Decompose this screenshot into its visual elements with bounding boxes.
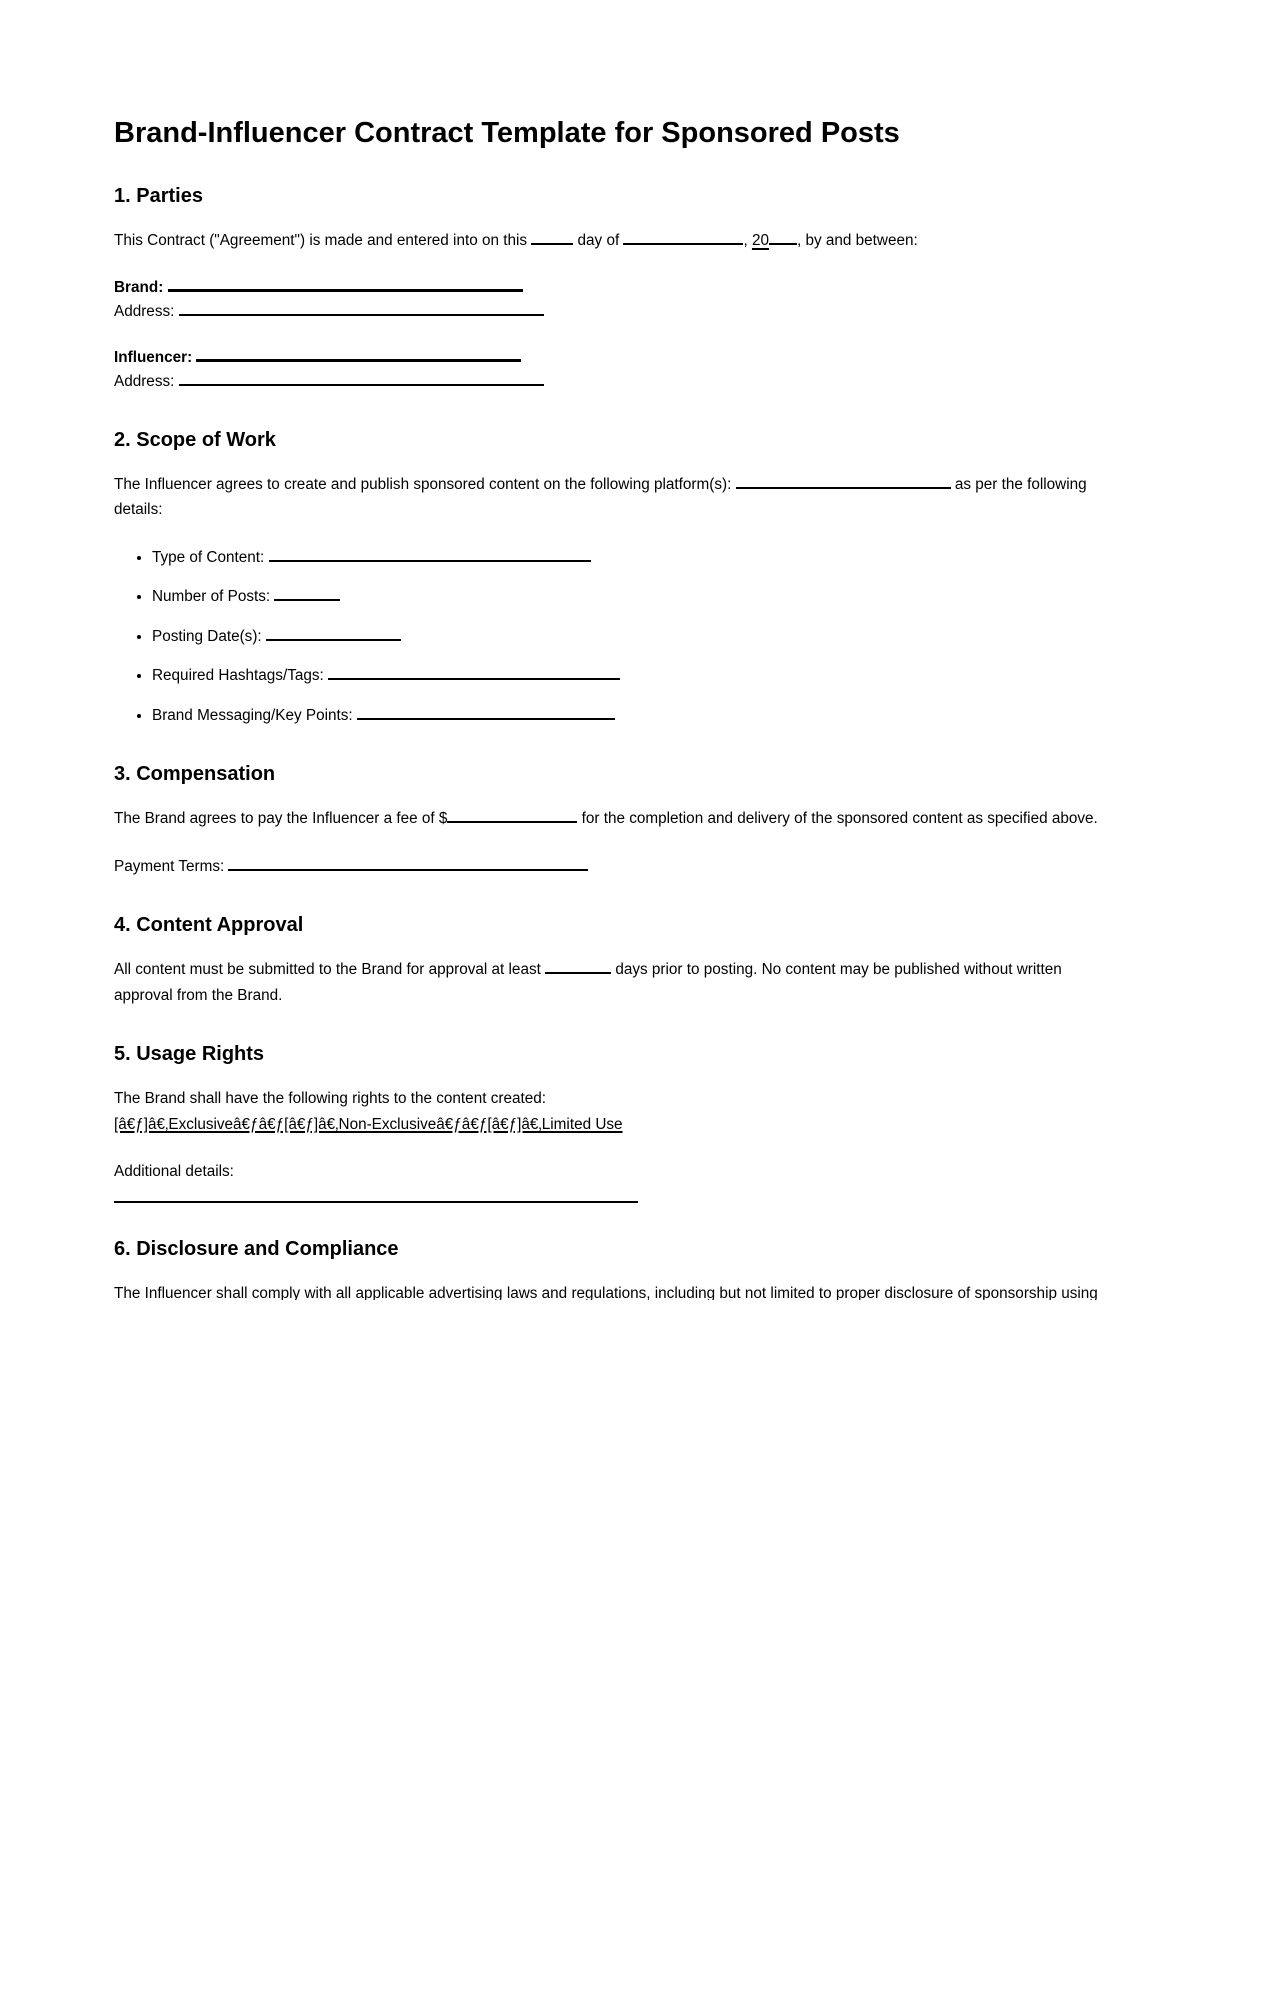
blank-number-of-posts xyxy=(274,586,340,601)
blank-payment-terms xyxy=(228,856,588,871)
list-item-number-of-posts xyxy=(152,584,1163,610)
blank-type-of-content xyxy=(269,547,591,562)
blank-year xyxy=(769,230,797,245)
brand-block xyxy=(114,276,1163,324)
list-item-brand-messaging xyxy=(152,703,1163,729)
parties-intro-paragraph xyxy=(114,228,1163,254)
blank-brand-address xyxy=(179,301,544,316)
blank-brand-messaging xyxy=(357,705,615,720)
additional-details-label: Additional details: xyxy=(114,1163,234,1181)
blank-required-hashtags xyxy=(328,665,620,680)
blank-influencer-address xyxy=(179,371,544,386)
scope-intro-line2: details: xyxy=(114,501,163,519)
list-item-label: Number of Posts: xyxy=(152,588,271,606)
payment-terms-label: Payment Terms: xyxy=(114,857,225,875)
section-heading-compensation: 3. Compensation xyxy=(114,763,276,786)
scope-intro-pre: The Influencer agrees to create and publish sponsored content on the following platform(s): xyxy=(114,475,732,493)
additional-details-paragraph xyxy=(114,1159,1163,1185)
parties-comma: , xyxy=(743,232,748,250)
usage-intro: The Brand shall have the following rights to the content created: xyxy=(114,1090,546,1108)
influencer-block xyxy=(114,346,1163,394)
parties-intro-pre: This Contract ("Agreement") is made and entered into on this xyxy=(114,232,528,250)
list-item-label: Type of Content: xyxy=(152,548,265,566)
approval-line1-pre: All content must be submitted to the Brand for approval at least xyxy=(114,961,541,979)
fee-pre: The Brand agrees to pay the Influencer a fee of $ xyxy=(114,810,448,828)
blank-approval-days xyxy=(545,959,611,974)
approval-line2: approval from the Brand. xyxy=(114,986,283,1004)
blank-month xyxy=(623,230,743,245)
scope-details-list xyxy=(114,545,1163,729)
scope-intro-paragraph xyxy=(114,472,1163,523)
section-heading-usage-rights: 5. Usage Rights xyxy=(114,1043,265,1066)
blank-fee-amount xyxy=(447,808,577,823)
approval-line1-post: days prior to posting. No content may be published without written xyxy=(615,961,1062,979)
blank-additional-details xyxy=(114,1201,638,1203)
brand-address-label: Address: xyxy=(114,302,175,320)
brand-label: Brand: xyxy=(114,278,164,296)
section-heading-parties: 1. Parties xyxy=(114,185,203,208)
list-item-type-of-content xyxy=(152,545,1163,571)
parties-day-of: day of xyxy=(577,232,620,250)
blank-platforms xyxy=(736,474,951,489)
parties-intro-post: , by and between: xyxy=(796,232,918,250)
year-prefix: 20 xyxy=(751,232,769,250)
usage-paragraph xyxy=(114,1086,1163,1137)
blank-influencer-name xyxy=(196,346,521,362)
list-item-label: Posting Date(s): xyxy=(152,627,262,645)
list-item-label: Required Hashtags/Tags: xyxy=(152,667,324,685)
list-item-posting-dates xyxy=(152,624,1163,650)
section-heading-content-approval: 4. Content Approval xyxy=(114,914,304,937)
section-heading-disclosure: 6. Disclosure and Compliance xyxy=(114,1237,399,1260)
influencer-address-label: Address: xyxy=(114,372,175,390)
blank-day xyxy=(531,230,573,245)
compensation-paragraph xyxy=(114,806,1163,832)
section-heading-scope: 2. Scope of Work xyxy=(114,428,276,451)
payment-terms-paragraph xyxy=(114,854,1163,880)
list-item-label: Brand Messaging/Key Points: xyxy=(152,706,353,724)
blank-brand-name xyxy=(168,276,523,292)
usage-options-line: [â€ƒ]â€‚Exclusiveâ€ƒâ€ƒ[â€ƒ]â€‚Non-Exclusiveâ€ƒâ€ƒ[â€ƒ]â€‚Limited Use xyxy=(114,1115,623,1133)
blank-posting-dates xyxy=(266,626,401,641)
influencer-label: Influencer: xyxy=(114,348,193,366)
fee-post: for the completion and delivery of the sponsored content as specified above. xyxy=(581,810,1098,828)
list-item-required-hashtags xyxy=(152,663,1163,689)
approval-paragraph xyxy=(114,957,1163,1008)
document-title: Brand-Influencer Contract Template for Sponsored Posts xyxy=(114,117,900,149)
scope-intro-mid: as per the following xyxy=(954,475,1087,493)
disclosure-paragraph: The Influencer shall comply with all applicable advertising laws and regulations, including but not limited to proper disclosure of sponsorship using xyxy=(114,1284,1098,1300)
